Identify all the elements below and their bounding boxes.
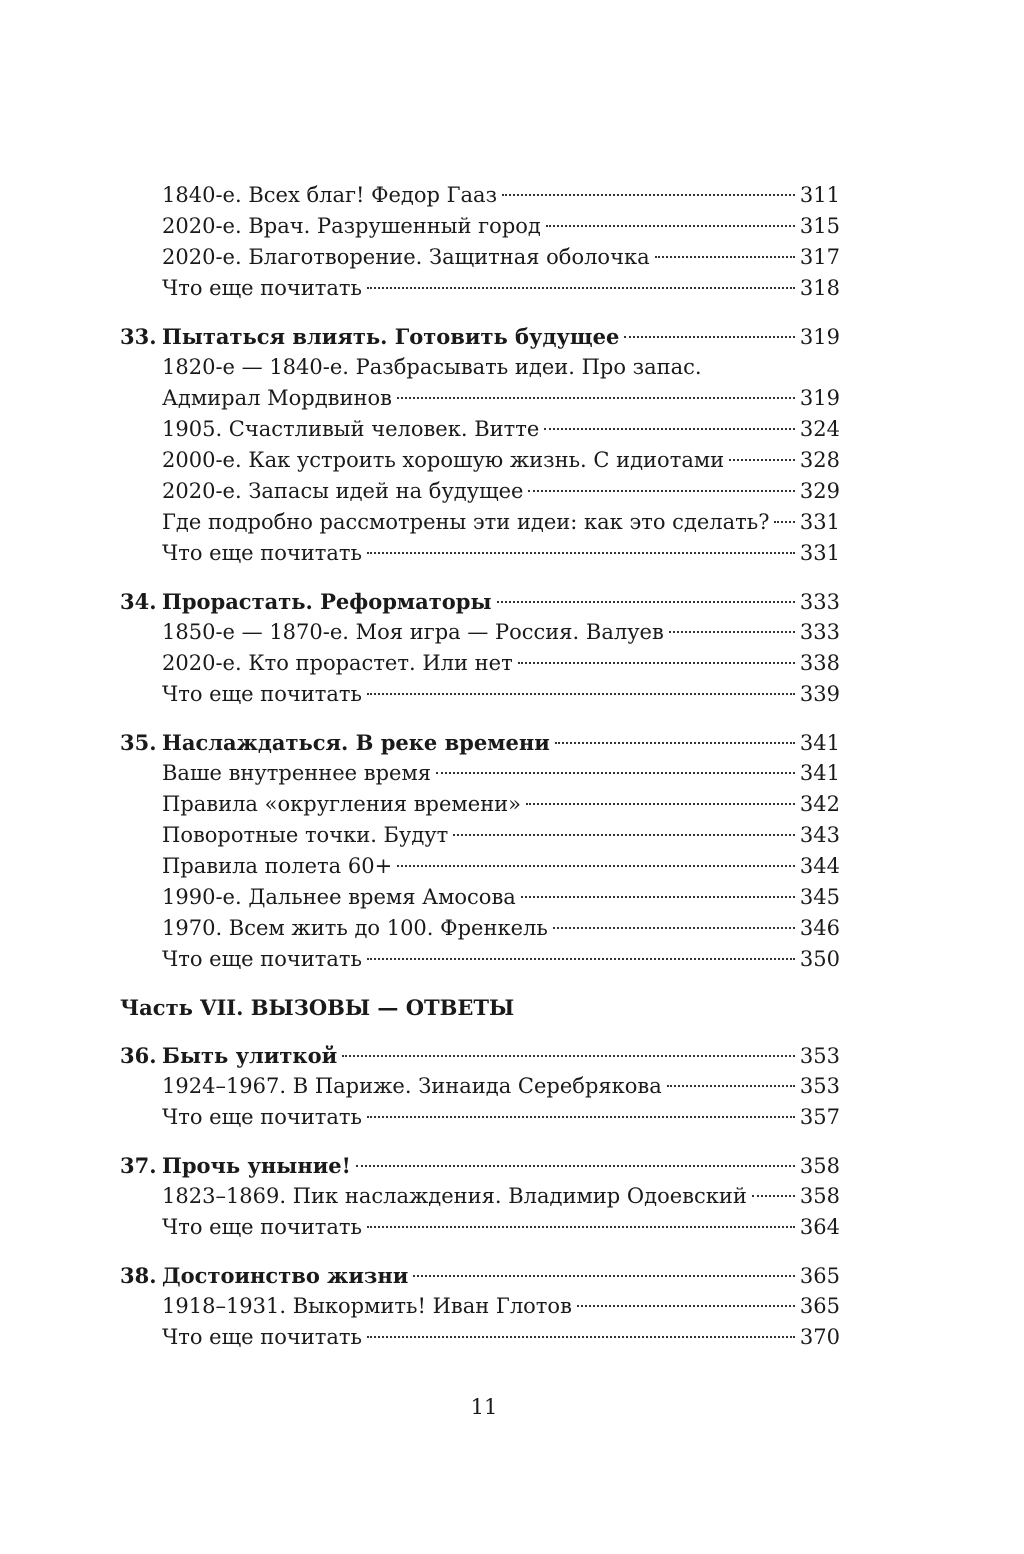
toc-entry — [120, 383, 840, 414]
toc-entry — [120, 180, 840, 211]
toc-entry-title-continued: Адмирал Мордвинов — [162, 386, 392, 410]
toc-entry-page: 353 — [799, 1044, 840, 1068]
page-number: 11 — [470, 1395, 498, 1419]
toc-entry — [120, 538, 840, 569]
dot-leader — [367, 1336, 795, 1338]
toc-entry — [120, 1071, 840, 1102]
toc-entry-page: 344 — [799, 854, 840, 878]
toc-entry — [120, 507, 840, 538]
toc-entry — [120, 1181, 840, 1212]
toc-entry-page: 338 — [799, 651, 840, 675]
toc-chapter-37 — [120, 1150, 840, 1181]
toc-entry-page: 365 — [799, 1264, 840, 1288]
dot-leader — [413, 1275, 795, 1277]
toc-entry-page: 358 — [799, 1154, 840, 1178]
toc-chapter-34 — [120, 586, 840, 617]
toc-entry-title: Правила «округления времени» — [162, 792, 522, 816]
toc-entry-page: 331 — [799, 541, 840, 565]
chapter-title: Достоинство жизни — [162, 1263, 409, 1288]
dot-leader — [397, 865, 795, 867]
toc-entry-page: 358 — [799, 1184, 840, 1208]
chapter-number: 33. — [120, 324, 157, 349]
spacer — [120, 710, 840, 727]
toc-entry-page: 353 — [799, 1074, 840, 1098]
toc-entry-title: Что еще почитать — [162, 947, 362, 971]
toc-entry — [120, 211, 840, 242]
toc-entry-title: 2020-е. Кто прорастет. Или нет — [162, 651, 513, 675]
toc-entry — [120, 242, 840, 273]
spacer — [120, 304, 840, 321]
toc-entry-title: 1840-е. Всех благ! Федор Гааз — [162, 183, 498, 207]
toc-entry-page: 319 — [799, 386, 840, 410]
dot-leader — [436, 772, 795, 774]
toc-entry-page: 345 — [799, 885, 840, 909]
chapter-title: Пытаться влиять. Готовить будущее — [162, 324, 620, 349]
toc-entry-title: 2020-е. Благотворение. Защитная оболочка — [162, 245, 650, 269]
toc-entry-title-line: 1820-е — 1840-е. Разбрасывать идеи. Про запас. — [162, 355, 702, 379]
toc-entry-page: 318 — [799, 276, 840, 300]
dot-leader — [752, 1195, 795, 1197]
toc-entry-title: Правила полета 60+ — [162, 854, 393, 878]
toc-entry-page: 317 — [799, 245, 840, 269]
toc-entry-title: 1823–1869. Пик наслаждения. Владимир Одоевский — [162, 1184, 747, 1208]
dot-leader — [367, 958, 795, 960]
toc-chapter-38 — [120, 1260, 840, 1291]
toc-entry-title: Поворотные точки. Будут — [162, 823, 449, 847]
toc-entry — [120, 617, 840, 648]
chapter-number: 38. — [120, 1263, 157, 1288]
toc-entry-title: 1850-е — 1870-е. Моя игра — Россия. Валуев — [162, 620, 664, 644]
dot-leader — [667, 1085, 795, 1087]
toc-entry-page: 346 — [799, 916, 840, 940]
dot-leader — [526, 803, 795, 805]
toc-entry-title: 2000-е. Как устроить хорошую жизнь. С идиотами — [162, 448, 725, 472]
toc-entry — [120, 913, 840, 944]
toc-entry-page: 319 — [799, 325, 840, 349]
dot-leader — [577, 1305, 795, 1307]
toc-entry — [120, 1102, 840, 1133]
chapter-number: 34. — [120, 589, 157, 614]
toc-chapter-35 — [120, 727, 840, 758]
toc-entry-title: Где подробно рассмотрены эти идеи: как это сделать? — [162, 510, 770, 534]
dot-leader — [367, 287, 795, 289]
dot-leader — [528, 490, 794, 492]
toc-entry — [120, 445, 840, 476]
toc-entry — [120, 944, 840, 975]
dot-leader — [453, 834, 795, 836]
dot-leader — [502, 194, 795, 196]
chapter-title: Прочь уныние! — [162, 1153, 351, 1178]
dot-leader — [497, 601, 795, 603]
dot-leader — [367, 693, 795, 695]
toc-entry-page: 341 — [799, 761, 840, 785]
spacer — [120, 975, 840, 992]
spacer — [120, 1243, 840, 1260]
dot-leader — [553, 927, 795, 929]
dot-leader — [518, 662, 795, 664]
toc-entry-page: 357 — [799, 1105, 840, 1129]
toc-entry-title: 1905. Счастливый человек. Витте — [162, 417, 540, 441]
toc-entry — [120, 1212, 840, 1243]
toc-entry-page: 311 — [799, 183, 840, 207]
dot-leader — [774, 521, 794, 523]
toc-entry-title: Что еще почитать — [162, 1325, 362, 1349]
toc-entry — [120, 882, 840, 913]
toc-entry-page: 329 — [799, 479, 840, 503]
toc-entry-title: 1918–1931. Выкормить! Иван Глотов — [162, 1294, 572, 1318]
toc-entry-page: 315 — [799, 214, 840, 238]
toc-entry-page: 331 — [799, 510, 840, 534]
toc-chapter-33 — [120, 321, 840, 352]
toc-entry-title: Что еще почитать — [162, 1215, 362, 1239]
toc-entry-page: 324 — [799, 417, 840, 441]
toc-entry — [120, 851, 840, 882]
toc-entry-title: 1990-е. Дальнее время Амосова — [162, 885, 516, 909]
chapter-title: Быть улиткой — [162, 1043, 338, 1068]
spacer — [120, 569, 840, 586]
dot-leader — [655, 256, 795, 258]
toc-entry-title: Что еще почитать — [162, 276, 362, 300]
toc-entry-title: Ваше внутреннее время — [162, 761, 432, 785]
dot-leader — [546, 225, 795, 227]
toc-entry-title: 2020-е. Запасы идей на будущее — [162, 479, 524, 503]
toc-entry-page: 364 — [799, 1215, 840, 1239]
dot-leader — [544, 428, 795, 430]
toc-entry-page: 333 — [799, 620, 840, 644]
dot-leader — [367, 552, 795, 554]
spacer — [120, 1023, 840, 1040]
toc-entry-page: 342 — [799, 792, 840, 816]
toc-entry-page: 365 — [799, 1294, 840, 1318]
toc-entry-page: 370 — [799, 1325, 840, 1349]
toc-entry-title: 2020-е. Врач. Разрушенный город — [162, 214, 541, 238]
chapter-number: 37. — [120, 1153, 157, 1178]
toc-entry — [120, 476, 840, 507]
toc-entry-title: Что еще почитать — [162, 682, 362, 706]
toc-entry — [120, 820, 840, 851]
chapter-title: Прорастать. Реформаторы — [162, 589, 492, 614]
chapter-number: 36. — [120, 1043, 157, 1068]
toc-entry-page: 343 — [799, 823, 840, 847]
toc-entry — [120, 414, 840, 445]
dot-leader — [669, 631, 795, 633]
dot-leader — [367, 1116, 795, 1118]
toc-entry-title: Что еще почитать — [162, 541, 362, 565]
toc-entry-page: 350 — [799, 947, 840, 971]
toc-entry — [120, 758, 840, 789]
toc-entry-page: 328 — [799, 448, 840, 472]
dot-leader — [555, 742, 795, 744]
toc-entry — [120, 679, 840, 710]
toc-entry-title: Что еще почитать — [162, 1105, 362, 1129]
table-of-contents — [120, 180, 840, 1353]
chapter-title: Наслаждаться. В реке времени — [162, 730, 550, 755]
toc-chapter-36 — [120, 1040, 840, 1071]
dot-leader — [356, 1165, 795, 1167]
dot-leader — [397, 397, 795, 399]
chapter-number: 35. — [120, 730, 157, 755]
toc-entry-page: 333 — [799, 590, 840, 614]
toc-entry-page: 339 — [799, 682, 840, 706]
toc-entry — [120, 1291, 840, 1322]
toc-entry — [120, 273, 840, 304]
toc-entry — [120, 648, 840, 679]
dot-leader — [624, 336, 795, 338]
toc-entry-page: 341 — [799, 731, 840, 755]
spacer — [120, 1133, 840, 1150]
dot-leader — [342, 1055, 795, 1057]
toc-part-heading: Часть VII. ВЫЗОВЫ — ОТВЕТЫ — [120, 995, 515, 1020]
toc-entry-title: 1924–1967. В Париже. Зинаида Серебрякова — [162, 1074, 662, 1098]
toc-entry — [120, 789, 840, 820]
toc-entry-title: 1970. Всем жить до 100. Френкель — [162, 916, 548, 940]
toc-entry — [120, 1322, 840, 1353]
dot-leader — [521, 896, 795, 898]
dot-leader — [729, 459, 795, 461]
dot-leader — [367, 1226, 795, 1228]
